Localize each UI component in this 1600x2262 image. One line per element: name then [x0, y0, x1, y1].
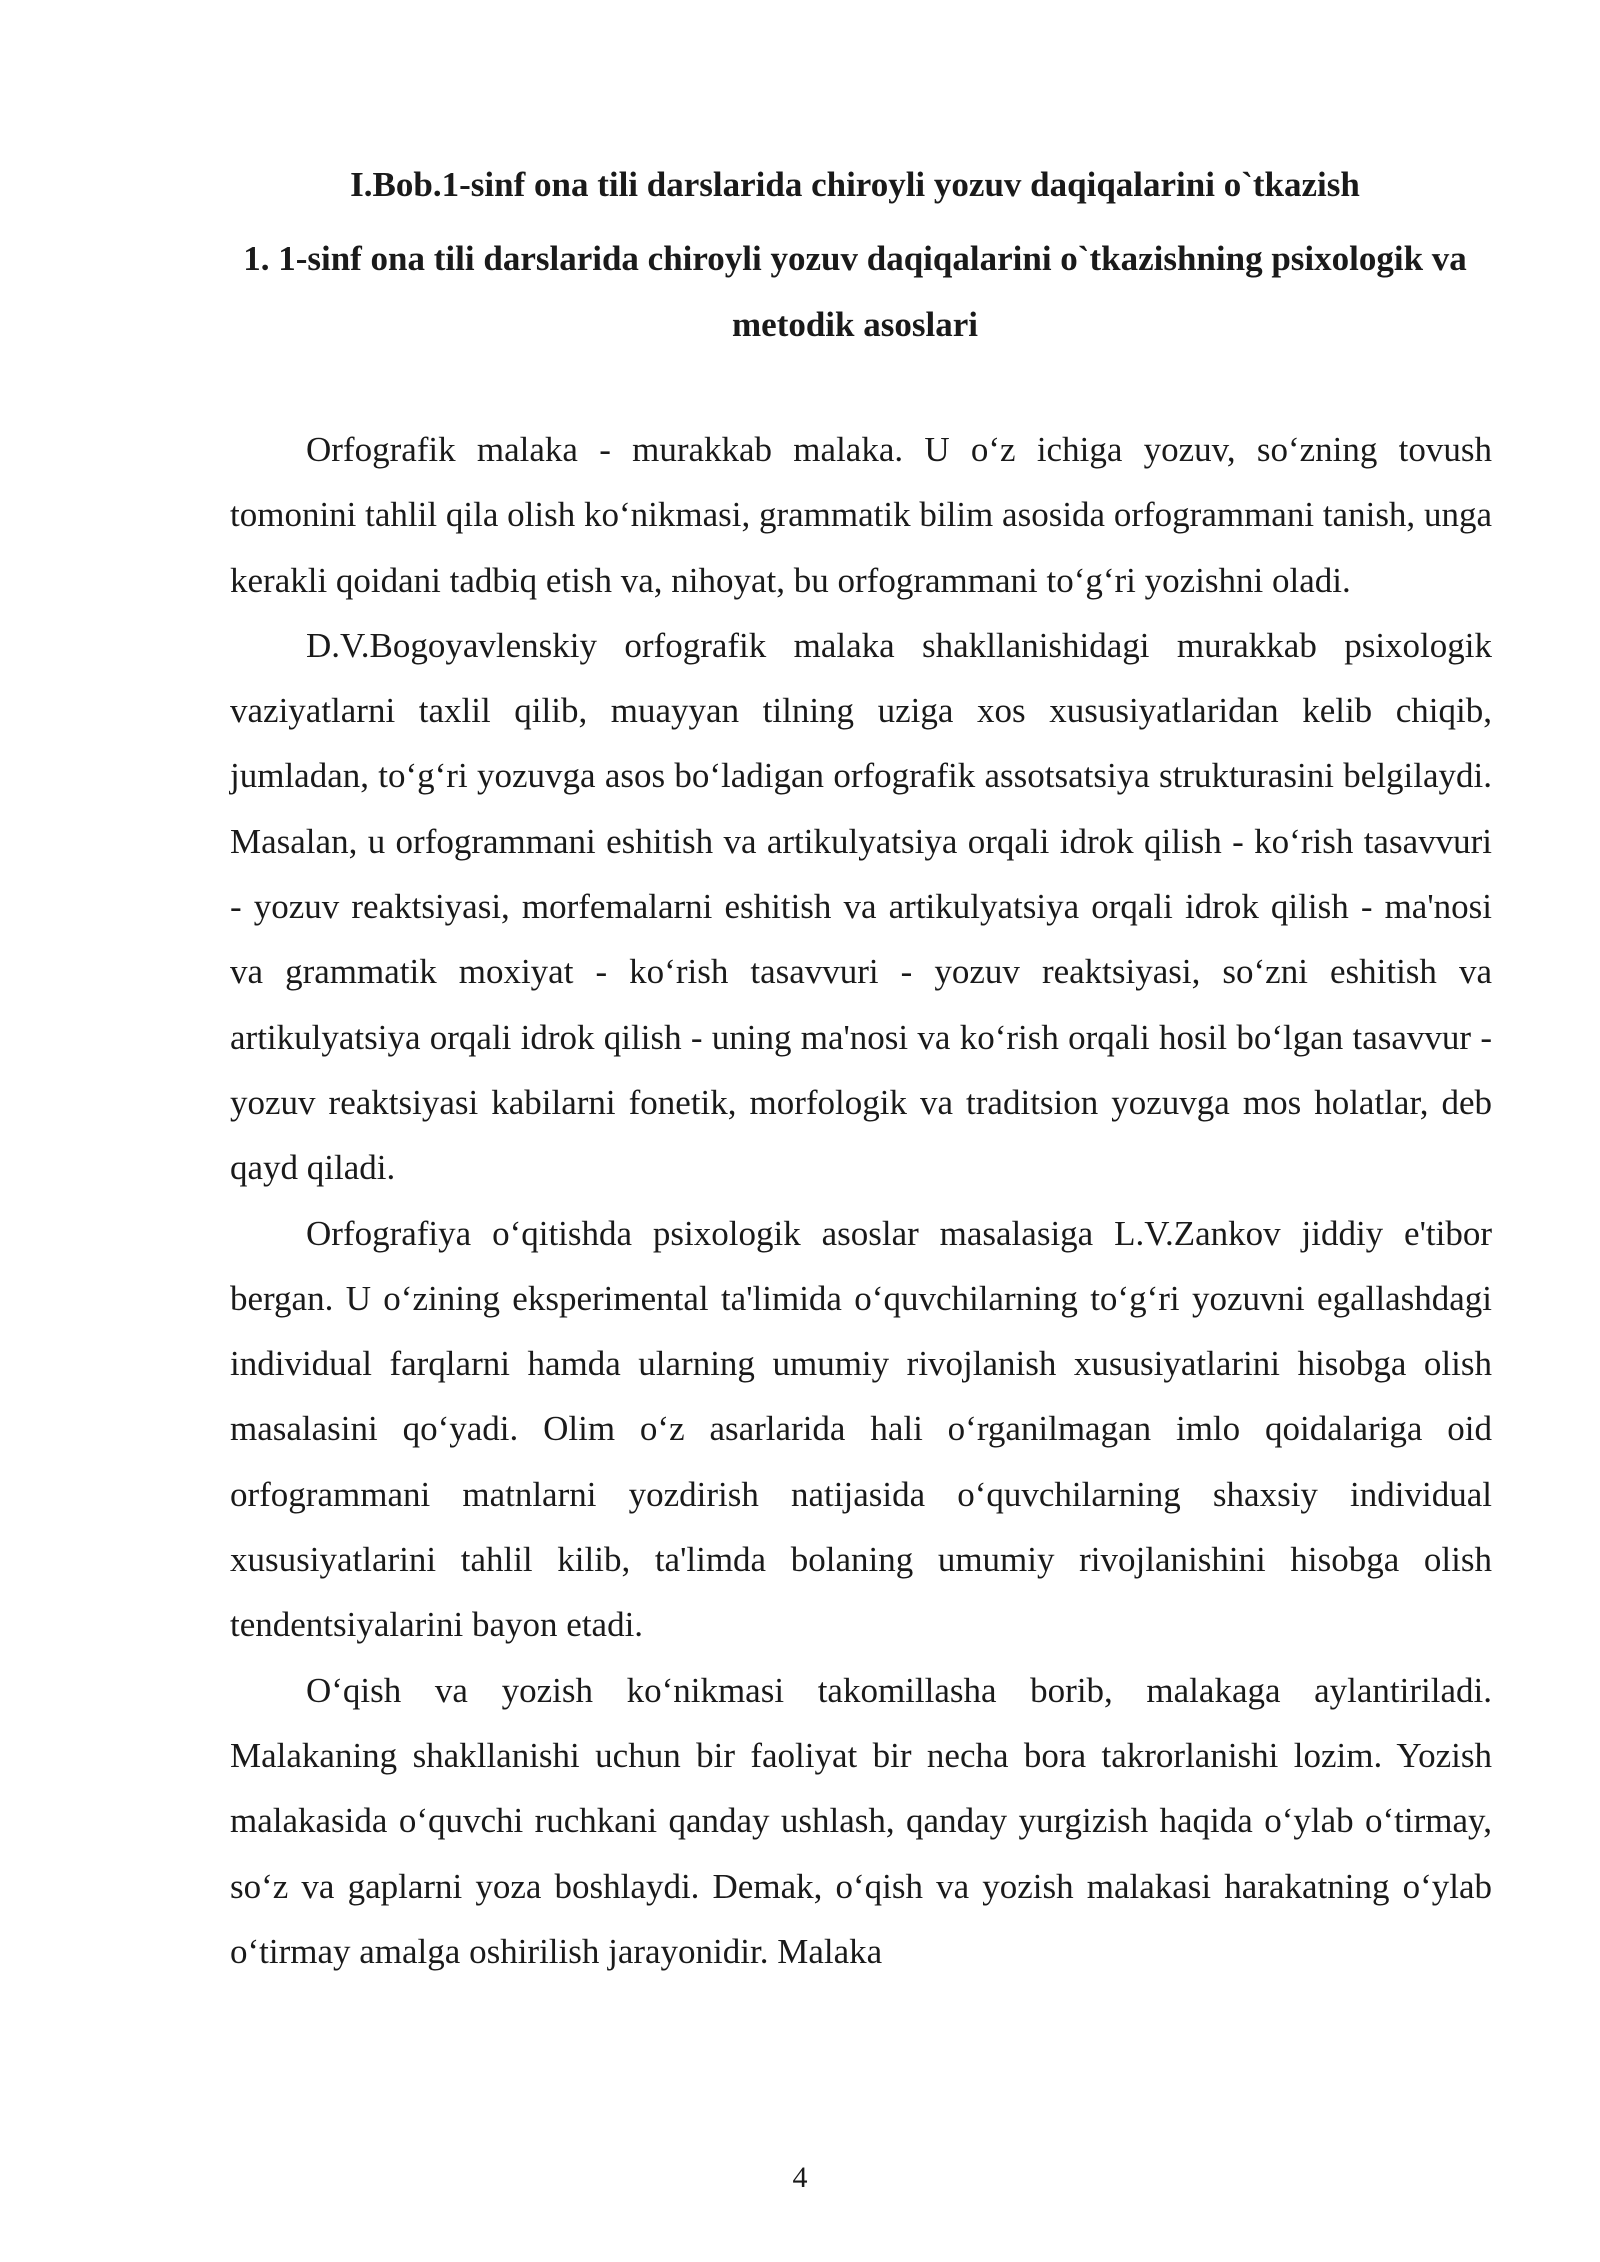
- body-text: [230, 417, 1492, 1984]
- paragraph: Orfografik malaka - murakkab malaka. U o‘z ichiga yozuv, so‘zning tovush tomonini tahlil qila olish ko‘nikmasi, grammatik bilim asosida orfogrammani tanish, unga kerakli qoidani tadbiq etish va, nihoyat, bu orfogrammani to‘g‘ri yozishni oladi.: [230, 430, 1492, 600]
- paragraph: O‘qish va yozish ko‘nikmasi takomillasha borib, malakaga aylantiriladi. Malakaning shakllanishi uchun bir faoliyat bir necha bora takrorlanishi lozim. Yozish malakasida o‘quvchi ruchkani qanday ushlash, qanday yurgizish haqida o‘ylab o‘tirmay, so‘z va gaplarni yoza boshlaydi. Demak, o‘qish va yozish malakasi harakatning o‘ylab o‘tirmay amalga oshirilish jarayonidir. Malaka: [230, 1670, 1492, 1971]
- page-number: 4: [792, 2161, 808, 2194]
- paragraph: Orfografiya o‘qitishda psixologik asoslar masalasiga L.V.Zankov jiddiy e'tibor bergan. U o‘zining eksperimental ta'limida o‘quvchilarning to‘g‘ri yozuvni egallashdagi individual farqlarni hamda ularning umumiy rivojlanish xususiyatlarini hisobga olish masalasini qo‘yadi. Olim o‘z asarlarida hali o‘rganilmagan imlo qoidalariga oid orfogrammani matnlarni yozdirish natijasida o‘quvchilarning shaxsiy individual xususiyatlarini tahlil kilib, ta'limda bolaning umumiy rivojlanishini hisobga olish tendentsiyalarini bayon etadi.: [230, 1213, 1492, 1645]
- section-title: 1. 1-sinf ona tili darslarida chiroyli yozuv daqiqalarini o`tkazishning psixologik va metodik asoslari: [243, 239, 1467, 344]
- paragraph: D.V.Bogoyavlenskiy orfografik malaka shakllanishidagi murakkab psixologik vaziyatlarni taxlil qilib, muayyan tilning uziga xos xususiyatlaridan kelib chiqib, jumladan, to‘g‘ri yozuvga asos bo‘ladigan orfografik assotsatsiya strukturasini belgilaydi. Masalan, u orfogrammani eshitish va artikulyatsiya orqali idrok qilish - ko‘rish tasavvuri - yozuv reaktsiyasi, morfemalarni eshitish va artikulyatsiya orqali idrok qilish - ma'nosi va grammatik moxiyat - ko‘rish tasavvuri - yozuv reaktsiyasi, so‘zni eshitish va artikulyatsiya orqali idrok qilish - uning ma'nosi va ko‘rish orqali hosil bo‘lgan tasavvur -yozuv reaktsiyasi kabilarni fonetik, morfologik va traditsion yozuvga mos holatlar, deb qayd qiladi.: [230, 625, 1492, 1188]
- chapter-title: I.Bob.1-sinf ona tili darslarida chiroyli yozuv daqiqalarini o`tkazish: [350, 165, 1360, 204]
